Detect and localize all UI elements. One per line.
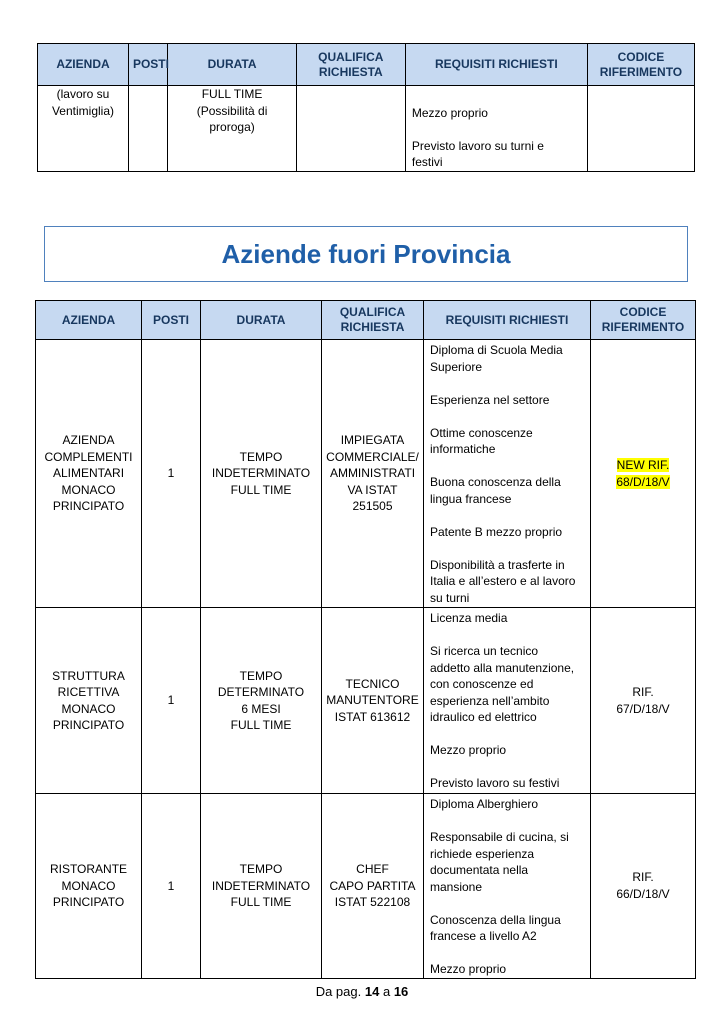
table-header-row xyxy=(38,44,695,86)
footer-page-number: 14 xyxy=(364,984,380,999)
cell-posti: 1 xyxy=(142,794,201,979)
section-title: Aziende fuori Provincia xyxy=(221,239,511,269)
jobs-table xyxy=(35,300,696,979)
cell-durata: TEMPO DETERMINATO 6 MESI FULL TIME xyxy=(201,608,322,794)
continued-jobs-table xyxy=(37,43,695,172)
table-row xyxy=(36,794,696,979)
cell-codice: RIF. 66/D/18/V xyxy=(591,794,696,979)
new-reference-highlight: NEW RIF. 68/D/18/V xyxy=(616,458,670,489)
cell-qualifica: IMPIEGATA COMMERCIALE/ AMMINISTRATI VA ISTAT 251505 xyxy=(322,340,424,608)
footer-separator: a xyxy=(382,984,391,999)
footer-prefix: Da pag. xyxy=(315,984,362,999)
table-header-row xyxy=(36,301,696,340)
cell-azienda: RISTORANTE MONACO PRINCIPATO xyxy=(36,794,142,979)
cell-requisiti: Diploma di Scuola Media Superiore Esperienza nel settore Ottime conoscenze informatiche Buona conoscenza della lingua francese Patente B mezzo proprio Disponibilità a trasferte in Italia e all’estero e al lavoro su turni xyxy=(424,340,591,608)
header-posti: POSTI xyxy=(142,301,201,340)
cell-codice xyxy=(591,340,696,608)
header-azienda: AZIENDA xyxy=(36,301,142,340)
header-azienda: AZIENDA xyxy=(38,44,129,86)
cell-requisiti: Diploma Alberghiero Responsabile di cucina, si richiede esperienza documentata nella mansione Conoscenza della lingua francese a livello A2 Mezzo proprio xyxy=(424,794,591,979)
header-durata: DURATA xyxy=(168,44,296,86)
header-qualifica: QUALIFICA RICHIESTA xyxy=(296,44,405,86)
footer-total-pages: 16 xyxy=(393,984,409,999)
cell-durata: TEMPO INDETERMINATO FULL TIME xyxy=(201,340,322,608)
page-footer xyxy=(0,984,724,1001)
cell-codice xyxy=(587,86,694,172)
cell-azienda: AZIENDA COMPLEMENTI ALIMENTARI MONACO PRINCIPATO xyxy=(36,340,142,608)
header-codice: CODICE RIFERIMENTO xyxy=(587,44,694,86)
cell-posti: 1 xyxy=(142,608,201,794)
section-banner xyxy=(44,226,688,282)
header-posti: POSTI xyxy=(128,44,167,86)
cell-requisiti: Licenza media Si ricerca un tecnico addetto alla manutenzione, con conoscenze ed esperienza nell’ambito idraulico ed elettrico Mezzo proprio Previsto lavoro su festivi xyxy=(424,608,591,794)
cell-azienda: (lavoro su Ventimiglia) xyxy=(38,86,129,172)
header-requisiti: REQUISITI RICHIESTI xyxy=(405,44,587,86)
header-codice: CODICE RIFERIMENTO xyxy=(591,301,696,340)
table-row xyxy=(38,86,695,172)
cell-durata: TEMPO INDETERMINATO FULL TIME xyxy=(201,794,322,979)
header-requisiti: REQUISITI RICHIESTI xyxy=(424,301,591,340)
cell-qualifica xyxy=(296,86,405,172)
cell-codice: RIF. 67/D/18/V xyxy=(591,608,696,794)
cell-qualifica: CHEF CAPO PARTITA ISTAT 522108 xyxy=(322,794,424,979)
header-durata: DURATA xyxy=(201,301,322,340)
header-qualifica: QUALIFICA RICHIESTA xyxy=(322,301,424,340)
cell-azienda: STRUTTURA RICETTIVA MONACO PRINCIPATO xyxy=(36,608,142,794)
cell-requisiti: Mezzo proprio Previsto lavoro su turni e festivi xyxy=(405,86,587,172)
cell-qualifica: TECNICO MANUTENTORE ISTAT 613612 xyxy=(322,608,424,794)
table-row xyxy=(36,608,696,794)
cell-posti xyxy=(128,86,167,172)
cell-posti: 1 xyxy=(142,340,201,608)
table-row xyxy=(36,340,696,608)
cell-durata: FULL TIME (Possibilità di proroga) xyxy=(168,86,296,172)
